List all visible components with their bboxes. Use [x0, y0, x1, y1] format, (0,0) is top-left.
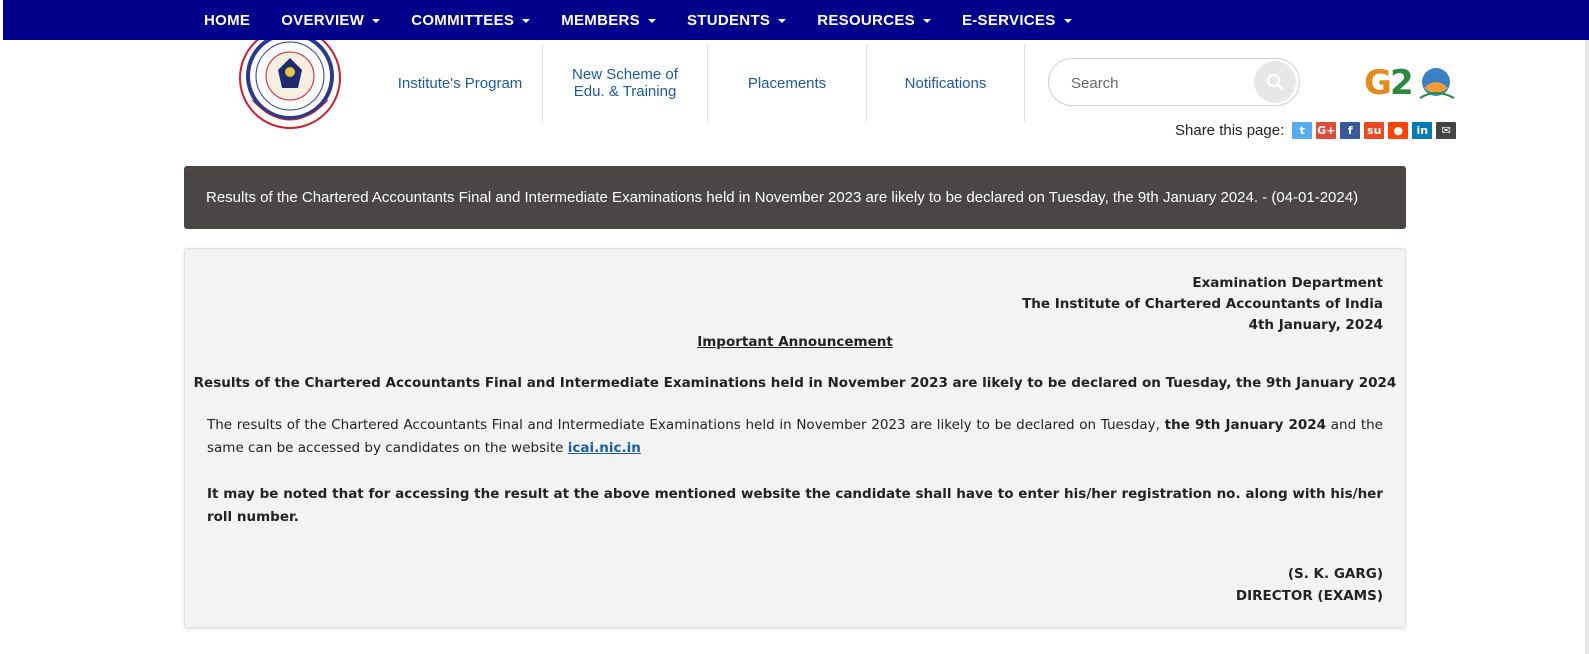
- link-placements[interactable]: [708, 44, 867, 122]
- caret-down-icon: [923, 19, 931, 23]
- caret-down-icon: [778, 19, 786, 23]
- nav-item-resources[interactable]: [817, 12, 931, 29]
- twitter-icon[interactable]: t: [1292, 122, 1312, 139]
- g20-logo: [1364, 58, 1460, 116]
- caret-down-icon: [522, 19, 530, 23]
- announcement-banner: [184, 166, 1406, 229]
- result-website-link[interactable]: icai.nic.in: [567, 440, 641, 456]
- nav-item-students[interactable]: [687, 12, 786, 29]
- search-box: [1048, 58, 1300, 106]
- nav-item-e-services[interactable]: [962, 12, 1072, 29]
- nav-label: COMMITTEES: [411, 11, 515, 29]
- department-block: [1022, 273, 1383, 336]
- nav-item-committees[interactable]: [411, 12, 530, 29]
- share-label: Share this page:: [1175, 122, 1285, 139]
- caret-down-icon: [372, 19, 380, 23]
- announcement-paragraph: [207, 414, 1383, 460]
- icai-logo[interactable]: [232, 40, 348, 130]
- nav-item-home[interactable]: [204, 12, 250, 29]
- para-text: The results of the Chartered Accountants Final and Intermediate Examinations held in November 2023 are likely to be declared on Tuesday,: [207, 417, 1165, 433]
- link-new-scheme[interactable]: [543, 44, 708, 122]
- para-text: and the same can be accessed by candidates on the website: [207, 417, 1383, 456]
- nav-label: STUDENTS: [686, 11, 771, 29]
- share-bar: [1175, 122, 1456, 139]
- svg-text:2: 2: [1390, 63, 1414, 103]
- main-menu: [204, 0, 1103, 40]
- caret-down-icon: [1064, 19, 1072, 23]
- signature-block: [1236, 563, 1383, 607]
- svg-text:G: G: [1364, 63, 1392, 103]
- search-icon: [1266, 73, 1284, 91]
- para-bold-date: the 9th January 2024: [1164, 417, 1327, 433]
- link-label: Notifications: [904, 74, 987, 92]
- announcement-title: Important Announcement: [697, 334, 893, 350]
- link-label: Institute's Program: [397, 74, 523, 92]
- top-nav-bar: [3, 0, 1589, 40]
- caret-down-icon: [648, 19, 656, 23]
- announcement-panel: [184, 248, 1406, 628]
- secondary-nav: [378, 44, 1025, 122]
- nav-label: OVERVIEW: [281, 11, 365, 29]
- nav-label: HOME: [204, 11, 251, 29]
- signatory-name: (S. K. GARG): [1287, 566, 1383, 582]
- scrollbar-track[interactable]: [1585, 40, 1589, 654]
- link-notifications[interactable]: [867, 44, 1025, 122]
- linkedin-icon[interactable]: in: [1412, 122, 1432, 139]
- reddit-icon[interactable]: ●: [1388, 122, 1408, 139]
- department-name: Examination Department: [1192, 275, 1383, 291]
- nav-label: RESOURCES: [817, 11, 915, 29]
- institute-name: The Institute of Chartered Accountants of India: [1022, 296, 1383, 312]
- link-institutes-program[interactable]: [378, 44, 543, 122]
- nav-item-overview[interactable]: [281, 12, 380, 29]
- announcement-headline: Results of the Chartered Accountants Final and Intermediate Examinations held in November 2023 are likely to be declared on Tuesday, the 9th January 2024: [193, 375, 1397, 391]
- nav-label: MEMBERS: [561, 11, 640, 29]
- signatory-title: DIRECTOR (EXAMS): [1235, 588, 1383, 604]
- link-label-line2: Edu. & Training: [573, 83, 677, 100]
- link-label: Placements: [747, 74, 827, 92]
- email-icon[interactable]: ✉: [1436, 122, 1456, 139]
- nav-label: E-SERVICES: [961, 11, 1056, 29]
- search-input[interactable]: [1071, 72, 1251, 94]
- notice-date: 4th January, 2024: [1248, 317, 1383, 333]
- google-plus-icon[interactable]: G+: [1317, 124, 1336, 137]
- link-label-line1: New Scheme of: [572, 66, 678, 83]
- nav-item-members[interactable]: [561, 12, 656, 29]
- banner-text: Results of the Chartered Accountants Final and Intermediate Examinations held in November 2023 are likely to be declared on Tuesday, the 9th January 2024. - (04-01-2024): [206, 189, 1359, 206]
- search-button[interactable]: [1254, 61, 1296, 103]
- stumbleupon-icon[interactable]: su: [1364, 122, 1384, 139]
- announcement-note: It may be noted that for accessing the result at the above mentioned website the candidate shall have to enter his/her registration no. along with his/her roll number.: [207, 486, 1383, 525]
- facebook-icon[interactable]: f: [1340, 122, 1360, 139]
